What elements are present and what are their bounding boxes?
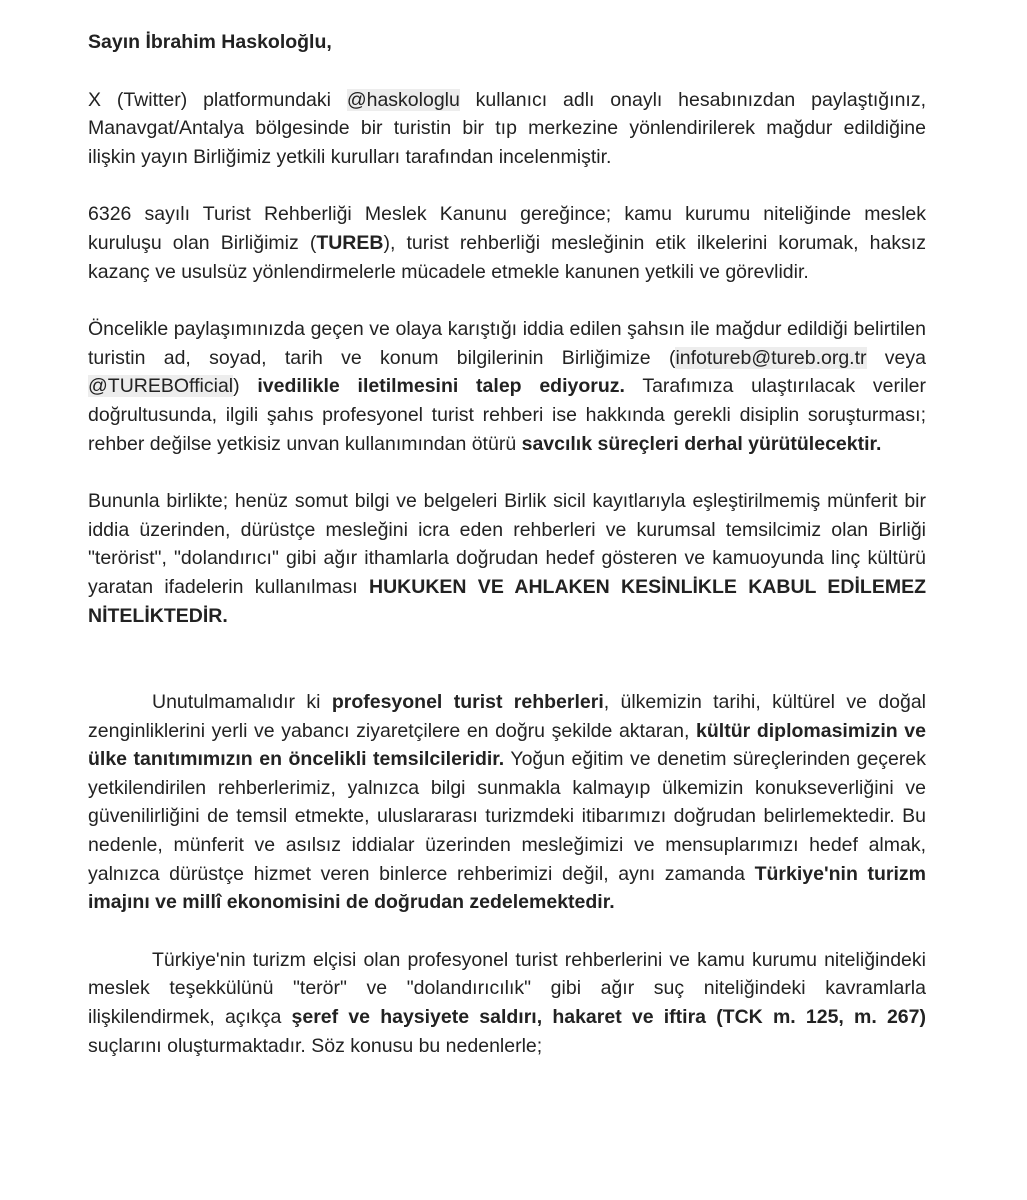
p5-text-3: Yoğun eğitim ve denetim süreçlerinden geçerek yetkilendirilen rehberlerimiz, yalnızca bilgi sunmakla kalmayıp ülkemizin konukseverliğini ve güvenilirliğini de temsil etmekte, uluslararası turizmdeki itibarımızı doğrudan belirlemektedir. Bu nedenle, münferit ve asılsız iddialar üzerinden mesleğimizi ve mensuplarımızı hedef almak, yalnızca dürüstçe hizmet veren binlerce rehberimizi değil, aynı zamanda — [88, 748, 926, 885]
p1-text-2: kullanıcı adlı onaylı hesabınızdan paylaştığınız, Manavgat/Antalya bölgesinde bir turistin bir tıp merkezine yönlendirilerek mağdur edildiğine ilişkin yayın Birliğimiz yetkili kurulları tarafından incelenmiştir. — [88, 88, 926, 168]
p5-bold-image: Türkiye'nin turizm imajını ve millî ekonomisini de doğrudan zedelemektedir. — [88, 862, 926, 914]
p4-text-1: Bununla birlikte; henüz somut bilgi ve belgeleri Birlik sicil kayıtlarıyla eşleştirilmemiş münferit bir iddia üzerinden, dürüstçe mesleğini icra eden rehberleri ve kurumsal temsilcimiz olan Birliği "terörist", "dolandırıcı" gibi ağır ithamlarla doğrudan hedef gösteren ve kamuoyunda linç kültürü yaratan ifadelerin kullanılması — [88, 490, 926, 598]
letter-page — [88, 28, 926, 1060]
paragraph-publication-review — [88, 86, 926, 172]
p3-bold-request: ivedilikle iletilmesini talep ediyoruz. — [257, 375, 625, 398]
tureb-abbreviation: TUREB — [316, 231, 384, 254]
p3-text-2: veya — [866, 346, 926, 369]
greeting-line — [88, 28, 926, 57]
p3-text-3: ) — [233, 375, 258, 398]
p5-text-1: Unutulmamalıdır ki — [152, 691, 332, 714]
p3-bold-prosecution: savcılık süreçleri derhal yürütülecektir. — [521, 432, 882, 455]
email-link[interactable]: infotureb@tureb.org.tr — [675, 346, 867, 369]
p1-text-1: X (Twitter) platformundaki — [88, 88, 347, 111]
paragraph-unacceptable-statements — [88, 487, 926, 630]
p6-text-1: Türkiye'nin turizm elçisi olan profesyonel turist rehberlerini ve kamu kurumu niteliğindeki meslek teşekkülünü "terör" ve "dolandırıcılık" gibi ağır suç niteliğindeki kavramlarla ilişkilendirmek, açıkça — [88, 948, 926, 1029]
official-handle-link[interactable]: @TUREBOfficial — [88, 375, 234, 398]
p6-bold-offense: şeref ve haysiyete saldırı, hakaret ve iftira (TCK m. 125, m. 267) — [291, 1006, 926, 1029]
p3-text-4: Tarafımıza ulaştırılacak veriler doğrultusunda, ilgili şahıs profesyonel turist rehberi ise hakkında gerekli disiplin soruşturması; rehber değilse yetkisiz unvan kullanımından ötürü — [88, 375, 927, 455]
twitter-handle-link[interactable]: @haskologlu — [346, 88, 460, 111]
p5-bold-diplomacy: kültür diplomasimizin ve ülke tanıtımımızın en öncelikli temsilcileridir. — [88, 719, 926, 771]
p4-bold-verdict: HUKUKEN VE AHLAKEN KESİNLİKLE KABUL EDİLEMEZ NİTELİKTEDİR. — [88, 575, 926, 627]
paragraph-criminal-offense — [88, 946, 926, 1060]
p5-text-2: , ülkemizin tarihi, kültürel ve doğal zenginliklerini yerli ve yabancı ziyaretçilere en doğru şekilde aktaran, — [88, 691, 927, 742]
p5-bold-guides: profesyonel turist rehberleri — [331, 691, 604, 714]
p2-text-1: 6326 sayılı Turist Rehberliği Meslek Kanunu gereğince; kamu kurumu niteliğinde meslek kuruluşu olan Birliğimiz ( — [88, 203, 926, 254]
p3-text-1: Öncelikle paylaşımınızda geçen ve olaya karıştığı iddia edilen şahsın ile mağdur edildiği belirtilen turistin ad, soyad, tarih ve konum bilgilerinin Birliğimize ( — [88, 318, 926, 369]
paragraph-guides-role — [88, 688, 926, 917]
p2-text-2: ), turist rehberliği mesleğinin etik ilkelerini korumak, haksız kazanç ve usulsüz yönlendirmelerle mücadele etmekle kanunen yetkili ve görevlidir. — [88, 231, 926, 283]
paragraph-information-request — [88, 315, 926, 458]
paragraph-legal-authority — [88, 200, 926, 286]
greeting-text: Sayın İbrahim Haskoloğlu, — [88, 31, 332, 53]
p6-text-2: suçlarını oluşturmaktadır. Söz konusu bu nedenlerle; — [88, 1034, 543, 1057]
